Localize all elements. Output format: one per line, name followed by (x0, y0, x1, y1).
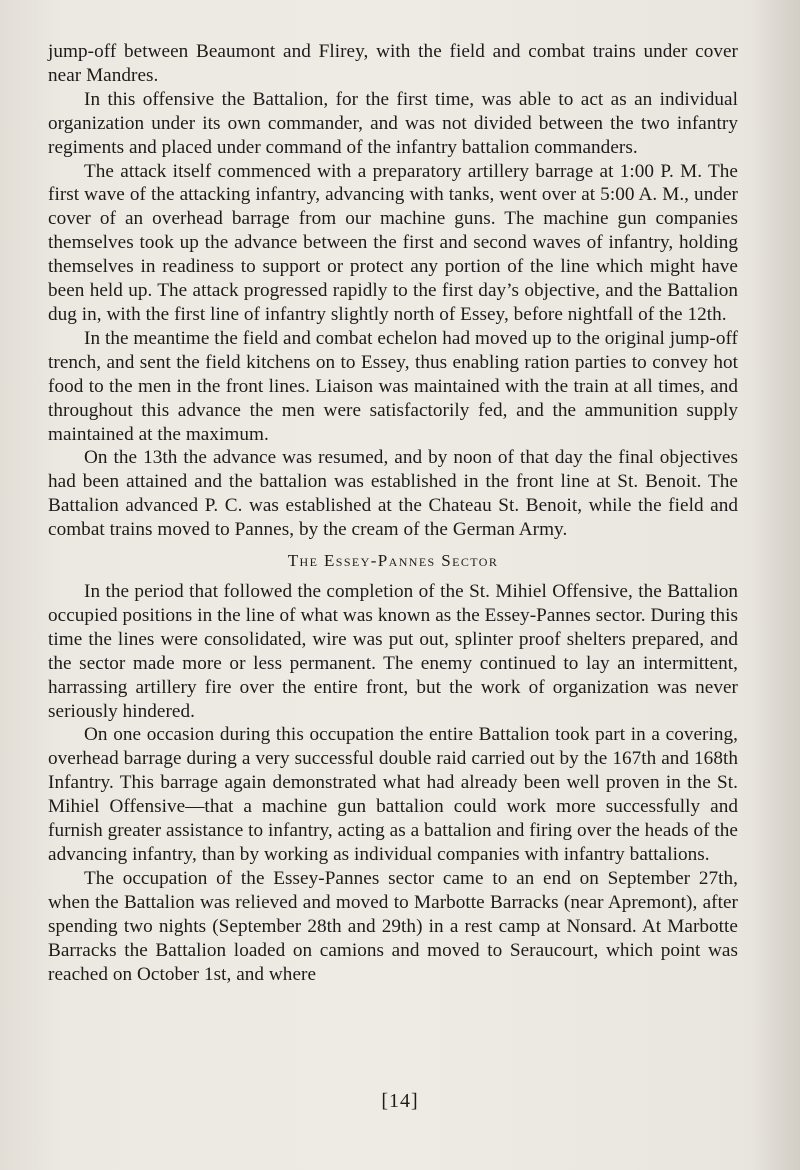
page-number: [14] (381, 1090, 419, 1112)
paragraph: In the meantime the field and combat echelon had moved up to the original jump-off trench, and sent the field kitchens on to Essey, thus enabling ration parties to convey hot food to the men in the front lines. Liaison was maintained with the train at all times, and throughout this advance the men were satisfactorily fed, and the ammunition supply maintained at the maximum. (48, 327, 738, 445)
paragraph: The attack itself commenced with a preparatory artillery barrage at 1:00 P. M. The first wave of the attacking infantry, advancing with tanks, went over at 5:00 A. M., under cover of an overhead barrage from our machine guns. The machine gun companies themselves took up the advance between the first and second waves of infantry, holding themselves in readiness to support or protect any portion of the line which might have been held up. The attack progressed rapidly to the first day’s objective, and the Battalion dug in, with the first line of infantry slightly north of Essey, before nightfall of the 12th. (48, 160, 738, 325)
paragraph: The occupation of the Essey-Pannes sector came to an end on September 27th, when the Battalion was relieved and moved to Marbotte Barracks (near Apremont), after spending two nights (September 28th and 29th) in a rest camp at Nonsard. At Marbotte Barracks the Battalion loaded on camions and moved to Seraucourt, which point was reached on October 1st, and where (48, 867, 738, 985)
page-edge-shadow (752, 0, 800, 1170)
paragraph: On one occasion during this occupation the entire Battalion took part in a covering, overhead barrage during a very successful double raid carried out by the 167th and 168th Infantry. This barrage again demonstrated what had already been well proven in the St. Mihiel Offensive—that a machine gun battalion could work more successfully and furnish greater assistance to infantry, acting as a battalion and firing over the heads of the advancing infantry, than by working as individual companies with infantry battalions. (48, 724, 738, 865)
body-text (48, 40, 738, 986)
paragraph: In the period that followed the completion of the St. Mihiel Offensive, the Battalion occupied positions in the line of what was known as the Essey-Pannes sector. During this time the lines were consolidated, wire was put out, splinter proof shelters prepared, and the sector made more or less permanent. The enemy continued to lay an intermittent, harrassing artillery fire over the entire front, but the work of organization was never seriously hindered. (48, 581, 738, 722)
paragraph-continued: jump-off between Beaumont and Flirey, with the field and combat trains under cover near Mandres. (48, 41, 738, 86)
paragraph: In this offensive the Battalion, for the first time, was able to act as an individual organization under its own commander, and was not divided between the two infantry regiments and placed under command of the infantry battalion commanders. (48, 88, 738, 158)
paragraph: On the 13th the advance was resumed, and by noon of that day the final objectives had been attained and the battalion was established in the front line at St. Benoit. The Battalion advanced P. C. was established at the Chateau St. Benoit, while the field and combat trains moved to Pannes, by the cream of the German Army. (48, 447, 738, 541)
section-heading: The Essey-Pannes Sector (287, 551, 499, 571)
